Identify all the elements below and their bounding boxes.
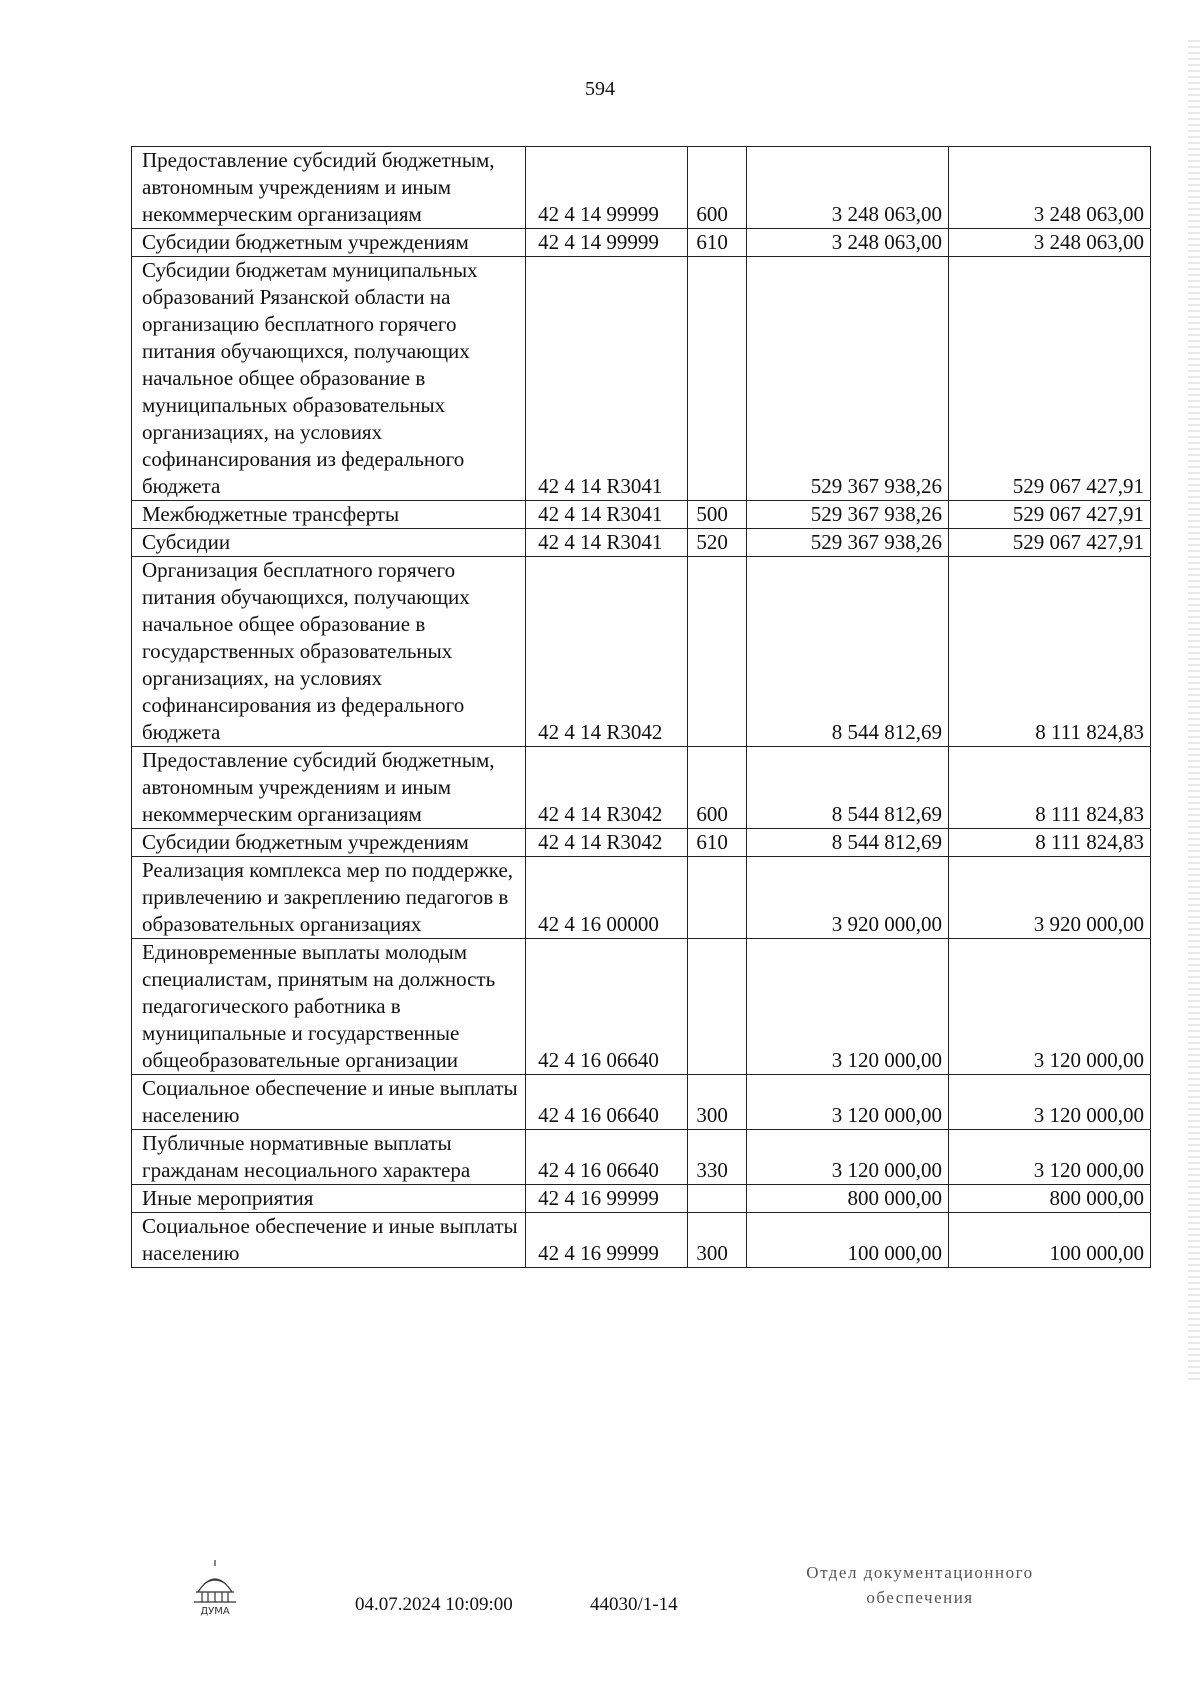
- stamp-line-2: обеспечения: [866, 1588, 974, 1607]
- row-name: Организация бесплатного горячего питания обучающихся, получающих начальное общее образование в государственных образовательных организациях, на условиях софинансирования из федерального бюджета: [132, 557, 526, 747]
- duma-logo: [190, 1558, 240, 1618]
- row-sum-2: 529 067 427,91: [948, 501, 1150, 529]
- row-expense-type: [688, 257, 747, 501]
- table-row: [132, 829, 1151, 857]
- row-name: Публичные нормативные выплаты гражданам несоциального характера: [132, 1130, 526, 1185]
- row-code: 42 4 14 R3041: [526, 501, 688, 529]
- row-sum-1: 529 367 938,26: [746, 257, 948, 501]
- row-expense-type: [688, 939, 747, 1075]
- table-row: [132, 557, 1151, 747]
- row-sum-2: 3 248 063,00: [948, 229, 1150, 257]
- row-expense-type: 600: [688, 747, 747, 829]
- department-stamp: [780, 1560, 1060, 1610]
- row-sum-2: 8 111 824,83: [948, 829, 1150, 857]
- row-sum-2: 100 000,00: [948, 1213, 1150, 1268]
- row-expense-type: [688, 557, 747, 747]
- row-sum-2: 3 248 063,00: [948, 147, 1150, 229]
- row-code: 42 4 16 00000: [526, 857, 688, 939]
- row-sum-1: 3 920 000,00: [746, 857, 948, 939]
- row-code: 42 4 16 06640: [526, 1130, 688, 1185]
- scan-edge-artifact: [1188, 40, 1200, 1380]
- row-expense-type: 300: [688, 1213, 747, 1268]
- row-code: 42 4 16 06640: [526, 1075, 688, 1130]
- footer-doc-number: 44030/1-14: [590, 1594, 678, 1615]
- row-name: Субсидии бюджетным учреждениям: [132, 229, 526, 257]
- row-sum-2: 529 067 427,91: [948, 257, 1150, 501]
- footer-datetime: 04.07.2024 10:09:00: [355, 1594, 513, 1615]
- row-name: Иные мероприятия: [132, 1185, 526, 1213]
- row-sum-2: 8 111 824,83: [948, 747, 1150, 829]
- stamp-line-1: Отдел документационного: [806, 1563, 1034, 1582]
- table-row: [132, 501, 1151, 529]
- row-expense-type: 600: [688, 147, 747, 229]
- row-expense-type: 500: [688, 501, 747, 529]
- row-code: 42 4 16 99999: [526, 1185, 688, 1213]
- row-name: Предоставление субсидий бюджетным, автономным учреждениям и иным некоммерческим организациям: [132, 147, 526, 229]
- row-name: Межбюджетные трансферты: [132, 501, 526, 529]
- row-code: 42 4 14 99999: [526, 229, 688, 257]
- row-name: Социальное обеспечение и иные выплаты населению: [132, 1213, 526, 1268]
- row-sum-2: 3 120 000,00: [948, 1075, 1150, 1130]
- row-sum-2: 3 120 000,00: [948, 1130, 1150, 1185]
- row-code: 42 4 16 99999: [526, 1213, 688, 1268]
- row-name: Социальное обеспечение и иные выплаты населению: [132, 1075, 526, 1130]
- row-expense-type: 300: [688, 1075, 747, 1130]
- page-number: 594: [585, 78, 615, 100]
- table-row: [132, 1185, 1151, 1213]
- table-row: [132, 857, 1151, 939]
- row-sum-1: 800 000,00: [746, 1185, 948, 1213]
- table-row: [132, 229, 1151, 257]
- row-sum-2: 3 920 000,00: [948, 857, 1150, 939]
- row-name: Субсидии бюджетным учреждениям: [132, 829, 526, 857]
- row-expense-type: [688, 1185, 747, 1213]
- row-name: Реализация комплекса мер по поддержке, привлечению и закреплению педагогов в образовательных организациях: [132, 857, 526, 939]
- row-sum-1: 3 120 000,00: [746, 1130, 948, 1185]
- row-expense-type: 610: [688, 829, 747, 857]
- row-sum-1: 3 120 000,00: [746, 1075, 948, 1130]
- row-sum-2: 529 067 427,91: [948, 529, 1150, 557]
- row-code: 42 4 14 R3042: [526, 829, 688, 857]
- row-code: 42 4 14 R3042: [526, 557, 688, 747]
- table-row: [132, 1213, 1151, 1268]
- row-sum-1: 3 248 063,00: [746, 147, 948, 229]
- table-row: [132, 1130, 1151, 1185]
- table-row: [132, 529, 1151, 557]
- row-sum-1: 100 000,00: [746, 1213, 948, 1268]
- row-expense-type: 520: [688, 529, 747, 557]
- row-sum-1: 529 367 938,26: [746, 529, 948, 557]
- table-row: [132, 257, 1151, 501]
- row-code: 42 4 14 R3042: [526, 747, 688, 829]
- row-expense-type: [688, 857, 747, 939]
- row-expense-type: 610: [688, 229, 747, 257]
- row-name: Предоставление субсидий бюджетным, автономным учреждениям и иным некоммерческим организациям: [132, 747, 526, 829]
- row-code: 42 4 14 R3041: [526, 529, 688, 557]
- row-sum-1: 8 544 812,69: [746, 747, 948, 829]
- row-sum-1: 3 248 063,00: [746, 229, 948, 257]
- row-sum-1: 3 120 000,00: [746, 939, 948, 1075]
- row-name: Субсидии: [132, 529, 526, 557]
- table-row: [132, 747, 1151, 829]
- budget-table: [131, 146, 1151, 1268]
- row-expense-type: 330: [688, 1130, 747, 1185]
- row-sum-1: 529 367 938,26: [746, 501, 948, 529]
- table-row: [132, 147, 1151, 229]
- row-name: Единовременные выплаты молодым специалистам, принятым на должность педагогического работника в муниципальные и государственные общеобразовательные организации: [132, 939, 526, 1075]
- row-name: Субсидии бюджетам муниципальных образований Рязанской области на организацию бесплатного горячего питания обучающихся, получающих начальное общее образование в муниципальных образовательных организациях, на условиях софинансирования из федерального бюджета: [132, 257, 526, 501]
- row-sum-2: 3 120 000,00: [948, 939, 1150, 1075]
- row-sum-1: 8 544 812,69: [746, 829, 948, 857]
- row-sum-2: 8 111 824,83: [948, 557, 1150, 747]
- row-sum-1: 8 544 812,69: [746, 557, 948, 747]
- row-code: 42 4 16 06640: [526, 939, 688, 1075]
- table-row: [132, 1075, 1151, 1130]
- row-code: 42 4 14 99999: [526, 147, 688, 229]
- row-code: 42 4 14 R3041: [526, 257, 688, 501]
- table-row: [132, 939, 1151, 1075]
- svg-text:ДУМА: ДУМА: [200, 1606, 230, 1617]
- row-sum-2: 800 000,00: [948, 1185, 1150, 1213]
